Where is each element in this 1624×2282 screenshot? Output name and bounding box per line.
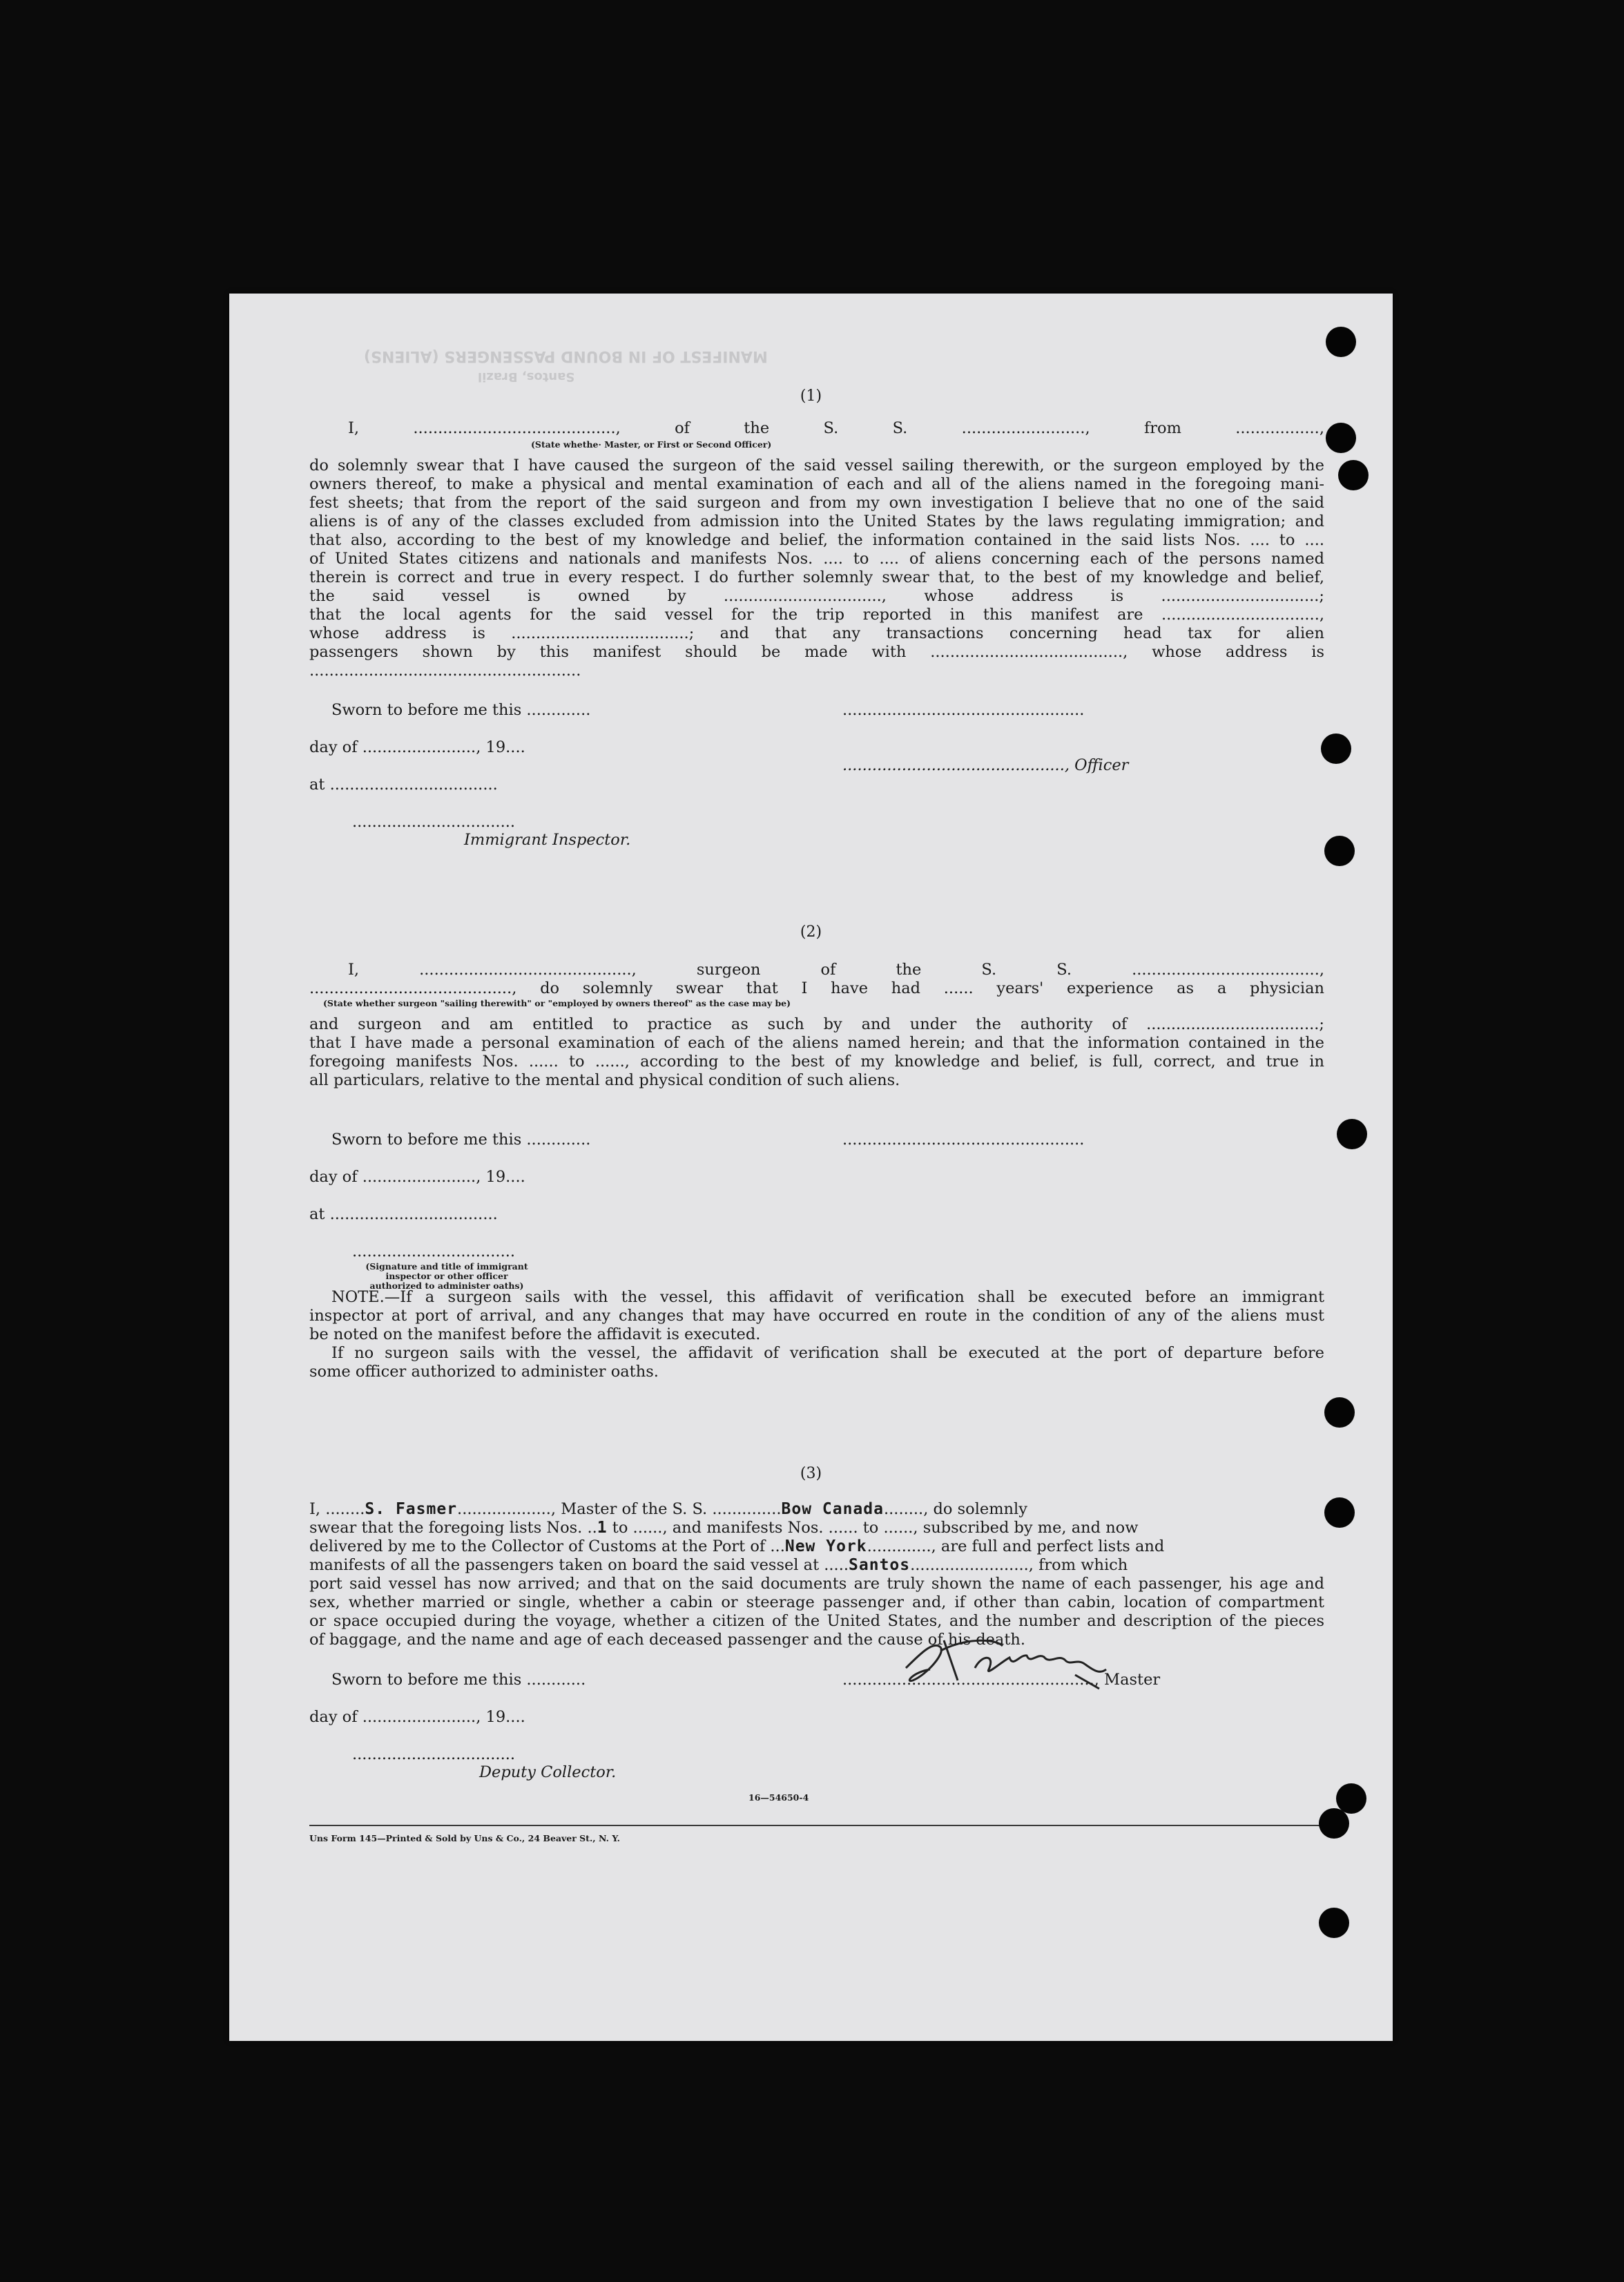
body-line: all particulars, relative to the mental and physical condition of such aliens.: [309, 1071, 900, 1089]
form-code: 16—54650-4: [748, 1792, 809, 1803]
body-line: .......................................................: [309, 662, 581, 680]
affidavit-3-day: day of ......................., 19....: [309, 1708, 525, 1726]
text-segment: I, ........: [309, 1500, 365, 1518]
affidavit-1-day: day of ......................., 19....: [309, 738, 525, 756]
text-segment: ........, do solemnly: [883, 1500, 1027, 1518]
text-segment: ............., are full and perfect lists and: [867, 1537, 1165, 1555]
body-line: aliens is of any of the classes excluded from admission into the United States by the laws regulating immigration; and: [309, 512, 1324, 530]
affidavit-2-inspector-signature-line: .................................: [352, 1243, 516, 1260]
binder-hole: [1324, 1397, 1355, 1428]
body-line: therein is correct and true in every respect. I do further solemnly swear that, to the best of my knowledge and belief,: [309, 568, 1324, 586]
body-line: owners thereof, to make a physical and mental examination of each and all of the aliens named in the foregoing mani-: [309, 475, 1324, 493]
text-segment: delivered by me to the Collector of Customs at the Port of ...: [309, 1537, 785, 1555]
affidavit-2-line2-note: (State whether surgeon "sailing therewith" or "employed by owners thereof" as the case may be): [323, 998, 791, 1008]
printer-footer: Uns Form 145—Printed & Sold by Uns & Co., 24 Beaver St., N. Y.: [309, 1833, 621, 1843]
affidavit-2-at: at ..................................: [309, 1205, 498, 1223]
body-line: fest sheets; that from the report of the said surgeon and from my own investigation I believe that no one of the said: [309, 494, 1324, 512]
note-line: NOTE.—If a surgeon sails with the vessel, this affidavit of verification shall be executed before an immigrant: [331, 1288, 1324, 1306]
affidavit-2-opening: I, ..........................................., surgeon of the S. S. ......................................,: [348, 961, 1324, 979]
body-line: of baggage, and the name and age of each deceased passenger and the cause of his death.: [309, 1631, 1026, 1649]
binder-hole: [1324, 1497, 1355, 1528]
affidavit-1-inspector-signature-line: .................................: [352, 813, 516, 831]
text-segment: manifests of all the passengers taken on board the said vessel at .....: [309, 1556, 849, 1574]
body-line: that the local agents for the said vessel for the trip reported in this manifest are ................................,: [309, 606, 1324, 624]
affidavit-3-line4: [309, 1556, 1128, 1574]
affidavit-2-signature-note: (Signature and title of immigrant inspector or other officer authorized to administer oaths): [365, 1261, 528, 1291]
note-line: some officer authorized to administer oaths.: [309, 1363, 659, 1381]
binder-hole: [1326, 423, 1356, 453]
affidavit-1-officer-signature-line: .................................................: [842, 701, 1085, 719]
affidavit-1-number: (1): [800, 387, 822, 405]
note-line: be noted on the manifest before the affidavit is executed.: [309, 1325, 761, 1343]
affidavit-2-day: day of ......................., 19....: [309, 1168, 525, 1186]
affidavit-2-number: (2): [800, 923, 822, 941]
note-line: If no surgeon sails with the vessel, the affidavit of verification shall be executed at the port of departure before: [331, 1344, 1324, 1362]
show-through-text: MANIFEST OF IN BOUND PASSENGERS (ALIENS): [364, 347, 768, 365]
affidavit-3-number: (3): [800, 1465, 822, 1482]
binder-hole: [1319, 1908, 1349, 1938]
affidavit-2-signature-line: .................................................: [842, 1131, 1085, 1149]
body-line: whose address is ....................................; and that any transactions concerning head tax for alien: [309, 624, 1324, 642]
text-segment: ..................., Master of the S. S. ..............: [457, 1500, 782, 1518]
affidavit-2-sworn: Sworn to before me this .............: [331, 1131, 591, 1149]
port-of-arrival-field: New York: [784, 1537, 867, 1555]
affidavit-2-line2: ........................................., do solemnly swear that I have had ...... years' experience as a physician: [309, 979, 1324, 997]
port-of-departure-field: Santos: [849, 1556, 911, 1574]
manifest-page: [229, 294, 1393, 2041]
note-line: inspector at port of arrival, and any changes that may have occurred en route in the condition of any of the aliens must: [309, 1307, 1324, 1325]
affidavit-3-collector-signature-line: .................................: [352, 1745, 516, 1763]
body-line: of United States citizens and nationals and manifests Nos. .... to .... of aliens concerning each of the persons named: [309, 550, 1324, 568]
body-line: the said vessel is owned by ................................, whose address is ................................;: [309, 587, 1324, 605]
affidavit-3-line2: [309, 1519, 1139, 1537]
body-line: passengers shown by this manifest should be made with ......................................., whose address is: [309, 643, 1324, 661]
affidavit-3-sworn: Sworn to before me this ............: [331, 1671, 586, 1689]
binder-hole: [1337, 1119, 1367, 1149]
vessel-name-field: Bow Canada: [781, 1500, 884, 1518]
binder-hole: [1338, 460, 1369, 490]
binder-hole: [1324, 836, 1355, 866]
body-line: port said vessel has now arrived; and that on the said documents are truly shown the name of each passenger, his age and: [309, 1575, 1324, 1593]
affidavit-1-officer: ............................................., Officer: [842, 756, 1129, 774]
text-segment: ........................, from which: [910, 1556, 1128, 1574]
show-through-text: Santos, Brazil: [478, 370, 575, 384]
body-line: do solemnly swear that I have caused the surgeon of the said vessel sailing therewith, or the surgeon employed by the: [309, 457, 1324, 474]
body-line: or space occupied during the voyage, whether a citizen of the United States, and the number and description of the pieces: [309, 1612, 1324, 1630]
binder-hole: [1321, 734, 1351, 764]
list-number-field: 1: [597, 1519, 608, 1537]
binder-hole: [1326, 327, 1356, 357]
text-segment: to ......, and manifests Nos. ...... to ......, subscribed by me, and now: [607, 1519, 1139, 1537]
affidavit-1-opening-note: (State whethe· Master, or First or Second Officer): [531, 439, 772, 450]
affidavit-1-inspector-title: Immigrant Inspector.: [464, 831, 631, 849]
affidavit-3-master: ..................................................., Master: [842, 1671, 1161, 1689]
body-line: foregoing manifests Nos. ...... to ......, according to the best of my knowledge and belief, is full, correct, and true in: [309, 1053, 1324, 1071]
affidavit-3-line1: [309, 1500, 1027, 1518]
affidavit-3-collector-title: Deputy Collector.: [479, 1763, 617, 1781]
affidavit-1-at: at ..................................: [309, 776, 498, 794]
affidavit-1-opening: I, ........................................., of the S. S. ........................., from .................,: [348, 419, 1324, 437]
body-line: that also, according to the best of my knowledge and belief, the information contained in the said lists Nos. .... to ....: [309, 531, 1324, 549]
body-line: and surgeon and am entitled to practice as such by and under the authority of ...................................;: [309, 1015, 1324, 1033]
affidavit-3-line3: [309, 1537, 1164, 1555]
text-segment: swear that the foregoing lists Nos. ..: [309, 1519, 597, 1537]
footer-rule: [309, 1825, 1324, 1826]
affidavit-1-sworn: Sworn to before me this .............: [331, 701, 591, 719]
body-line: that I have made a personal examination of each of the aliens named herein; and that the information contained in the: [309, 1034, 1324, 1052]
master-name-field: S. Fasmer: [365, 1500, 458, 1518]
body-line: sex, whether married or single, whether a cabin or steerage passenger and, if other than cabin, location of compartment: [309, 1593, 1324, 1611]
binder-hole: [1319, 1808, 1349, 1839]
